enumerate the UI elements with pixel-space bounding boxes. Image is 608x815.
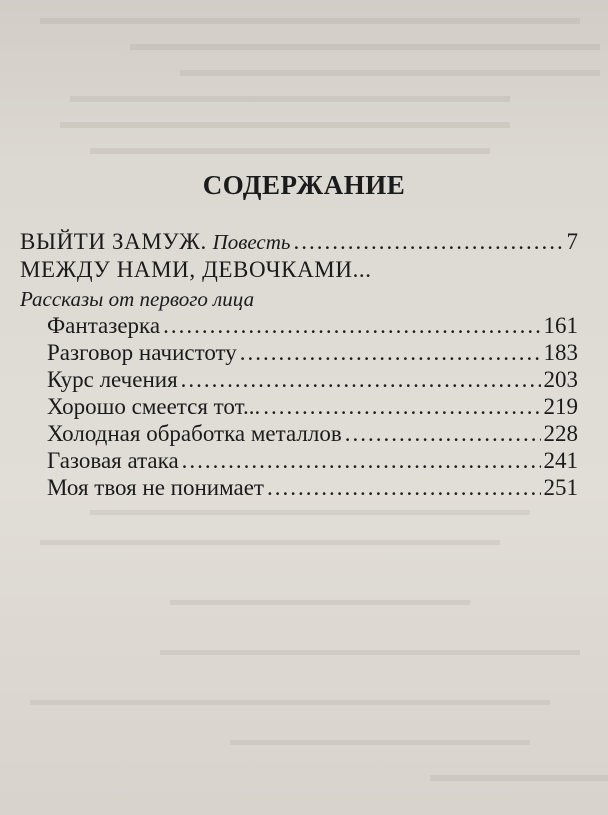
page-number: 203 [543, 367, 578, 392]
toc-entry-story [47, 420, 578, 447]
dot-leader [240, 339, 541, 366]
toc-entry-story [47, 447, 578, 474]
entry-title: Фантазерка [47, 313, 161, 338]
entry-title: Моя твоя не понимает [47, 475, 264, 500]
entry-title: Холодная обработка металлов [47, 421, 342, 446]
page-title: СОДЕРЖАНИЕ [202, 170, 406, 200]
dot-leader [263, 393, 540, 420]
section-subtitle: Рассказы от первого лица [20, 287, 255, 311]
entry-title: Газовая атака [47, 448, 179, 473]
table-of-contents [20, 228, 578, 501]
toc-entry-story [47, 393, 578, 420]
bleed-through [30, 700, 550, 705]
entry-title: ВЫЙТИ ЗАМУЖ. [20, 229, 207, 254]
page-number: 161 [543, 313, 578, 338]
bleed-through [160, 650, 580, 655]
toc-entry-story [47, 366, 578, 393]
dot-leader [181, 366, 541, 393]
bleed-through [430, 775, 608, 781]
dot-leader [267, 474, 541, 501]
section-title: МЕЖДУ НАМИ, ДЕВОЧКАМИ... [20, 257, 372, 282]
bleed-through [180, 70, 600, 76]
toc-entry-story [47, 312, 578, 339]
bleed-through [170, 600, 470, 605]
bleed-through [40, 18, 580, 24]
bleed-through [230, 740, 530, 745]
dot-leader [345, 420, 541, 447]
page-number: 241 [543, 448, 578, 473]
bleed-through [70, 96, 510, 102]
entry-title: Хорошо смеется тот... [47, 394, 261, 419]
dot-leader [182, 447, 541, 474]
bleed-through [60, 122, 510, 128]
bleed-through [130, 44, 600, 50]
toc-entry-novella [20, 228, 578, 256]
bleed-through [40, 540, 500, 545]
bleed-through [90, 510, 530, 515]
page-number: 219 [543, 394, 578, 419]
dot-leader [293, 228, 563, 255]
entry-title: Курс лечения [47, 367, 178, 392]
toc-entry-story [47, 474, 578, 501]
page-number: 7 [566, 229, 578, 254]
entry-title: Разговор начистоту [47, 340, 237, 365]
toc-entry-story [47, 339, 578, 366]
bleed-through [90, 148, 490, 154]
page-number: 251 [543, 475, 578, 500]
dot-leader [163, 312, 540, 339]
story-list [20, 312, 578, 501]
entry-genre: Повесть [212, 230, 291, 254]
page-number: 228 [543, 421, 578, 446]
page-number: 183 [543, 340, 578, 365]
